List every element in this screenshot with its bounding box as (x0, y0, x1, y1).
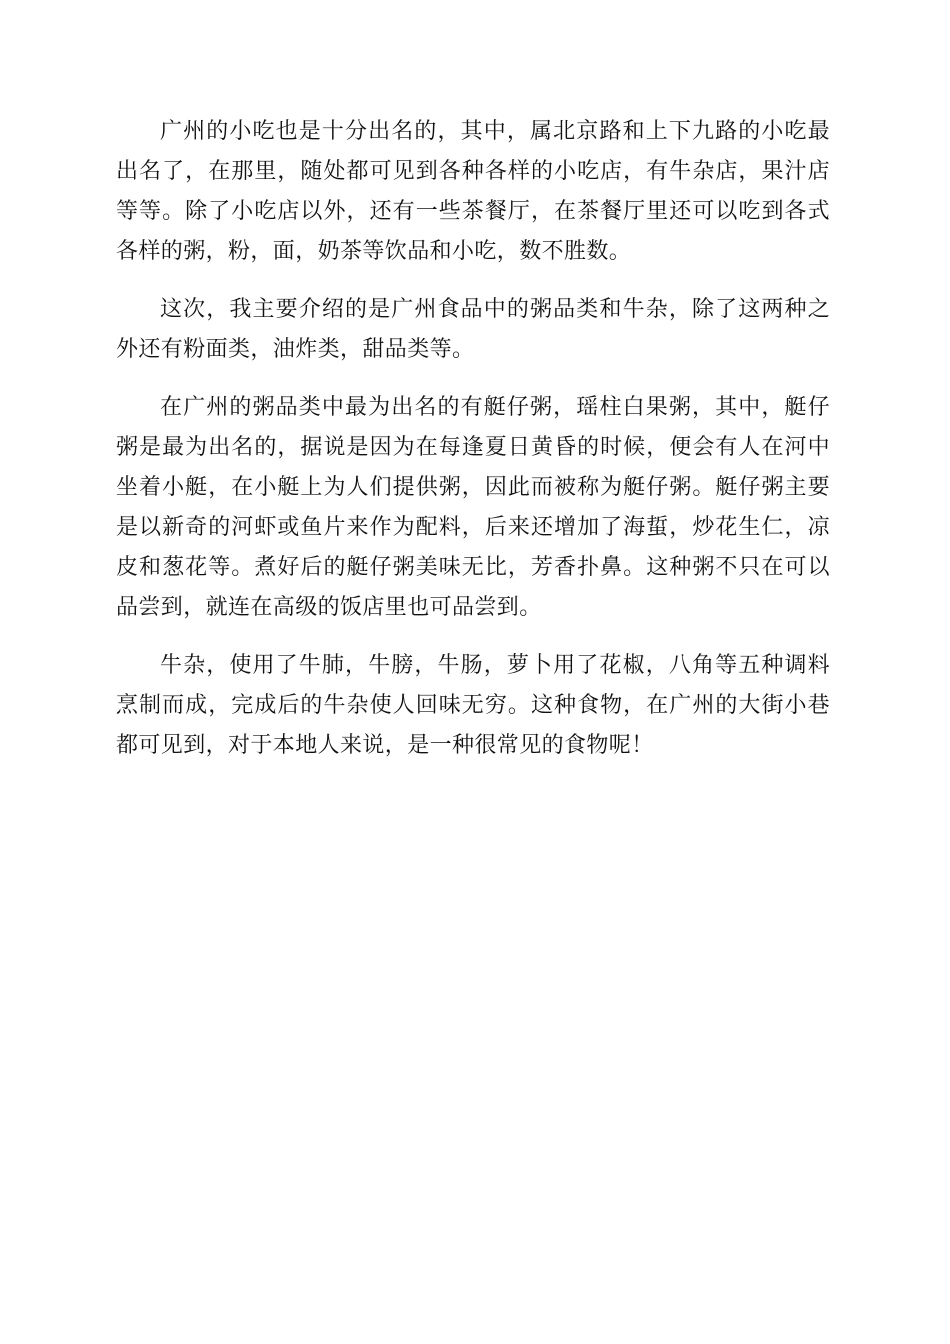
paragraph-intro: 这次，我主要介绍的是广州食品中的粥品类和牛杂，除了这两种之外还有粉面类，油炸类，甜品类等。 (116, 297, 830, 362)
paragraph-niuza: 牛杂，使用了牛肺，牛膀，牛肠，萝卜用了花椒，八角等五种调料烹制而成，完成后的牛杂使人回味无穷。这种食物，在广州的大街小巷都可见到，对于本地人来说，是一种很常见的食物呢！ (116, 653, 830, 758)
document-body (116, 112, 830, 784)
paragraph-xiaochi: 广州的小吃也是十分出名的，其中，属北京路和上下九路的小吃最出名了，在那里，随处都可见到各种各样的小吃店，有牛杂店，果汁店等等。除了小吃店以外，还有一些茶餐厅，在茶餐厅里还可以吃到各式各样的粥，粉，面，奶茶等饮品和小吃，数不胜数。 (116, 119, 830, 264)
paragraph-tingzai-zhou: 在广州的粥品类中最为出名的有艇仔粥，瑶柱白果粥，其中，艇仔粥是最为出名的，据说是因为在每逢夏日黄昏的时候，便会有人在河中坐着小艇，在小艇上为人们提供粥，因此而被称为艇仔粥。艇仔粥主要是以新奇的河虾或鱼片来作为配料，后来还增加了海蜇，炒花生仁，凉皮和葱花等。煮好后的艇仔粥美味无比，芳香扑鼻。这种粥不只在可以品尝到，就连在高级的饭店里也可品尝到。 (116, 395, 830, 620)
